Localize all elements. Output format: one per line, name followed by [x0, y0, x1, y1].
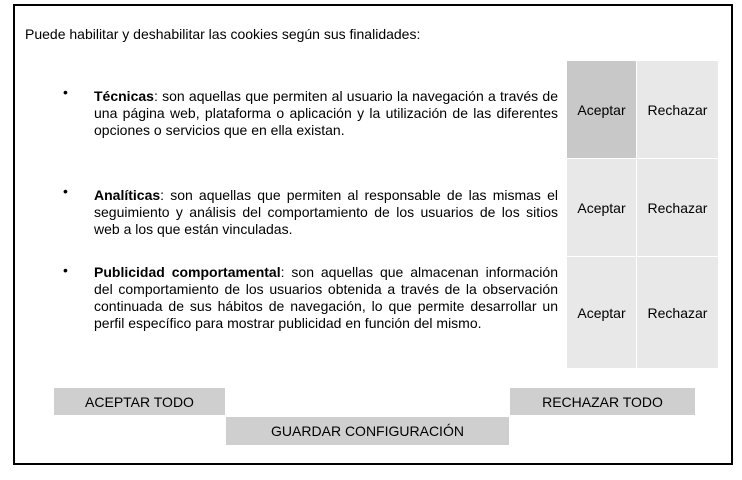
cookie-category-row [15, 159, 733, 256]
category-text: : son aquellas que permiten al usuario la navegación a través de una página web, plataforma o aplicación y la utilización de las diferentes opciones o servicios que en ella existan. [94, 88, 558, 138]
accept-button[interactable]: Aceptar [567, 159, 636, 256]
category-description [94, 88, 558, 139]
reject-button[interactable]: Rechazar [637, 257, 718, 368]
save-configuration-button[interactable]: GUARDAR CONFIGURACIÓN [226, 417, 509, 445]
category-description [94, 264, 558, 332]
bullet: • [63, 262, 68, 278]
cookie-category-row [15, 61, 733, 158]
category-title: Técnicas [94, 88, 154, 104]
category-text: : son aquellas que permiten al responsable de las mismas el seguimiento y análisis del comportamiento de los usuarios de los sitios web a los que están vinculadas. [94, 187, 558, 237]
accept-button[interactable]: Aceptar [567, 257, 636, 368]
reject-button[interactable]: Rechazar [637, 159, 718, 256]
category-text: : son aquellas que almacenan información del comportamiento de los usuarios obtenida a través de la observación continuada de sus hábitos de navegación, lo que permite desarrollar un perfil específico para mostrar publicidad en función del mismo. [94, 264, 558, 331]
bullet: • [63, 183, 68, 199]
category-description [94, 187, 558, 238]
intro-text: Puede habilitar y deshabilitar las cookies según sus finalidades: [25, 26, 421, 42]
accept-all-button[interactable]: ACEPTAR TODO [54, 388, 225, 415]
reject-button[interactable]: Rechazar [637, 61, 718, 158]
cookie-category-row [15, 257, 733, 368]
cookie-settings-dialog [13, 4, 733, 465]
category-title: Publicidad comportamental [94, 264, 281, 280]
reject-all-button[interactable]: RECHAZAR TODO [510, 388, 695, 415]
bullet: • [63, 84, 68, 100]
category-title: Analíticas [94, 187, 161, 203]
accept-button[interactable]: Aceptar [567, 61, 636, 158]
